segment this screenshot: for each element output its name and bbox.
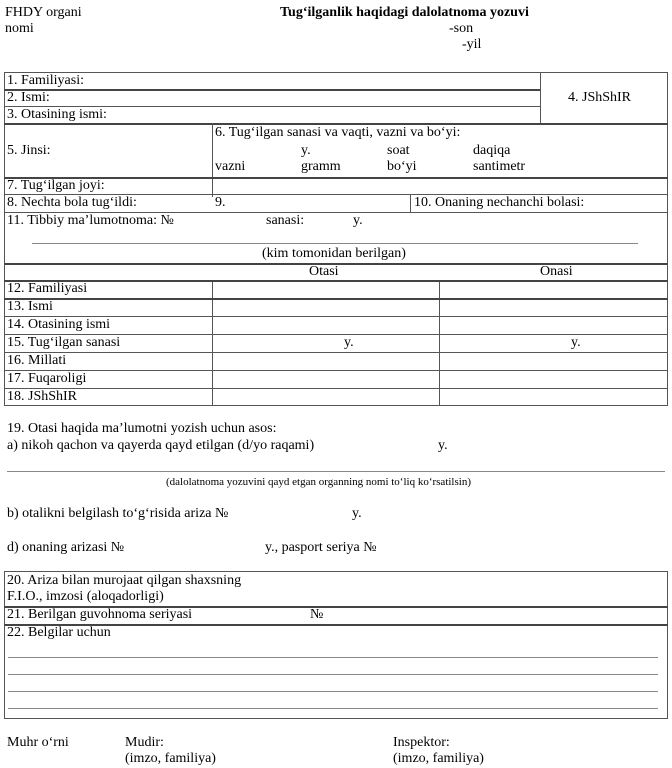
field-birthplace[interactable]: 7. Tug‘ilgan joyi: (7, 178, 105, 193)
father-nationality-cell[interactable] (213, 353, 439, 370)
table-row-label: 17. Fuqaroligi (7, 371, 87, 386)
registering-authority-line[interactable] (7, 471, 665, 472)
field-birth-datetime-label: 6. Tug‘ilgan sanasi va vaqti, vazni va bo‘yi: (215, 125, 461, 140)
registering-authority-caption: (dalolatnoma yozuvini qayd etgan organning nomi to‘liq ko‘rsatilsin) (166, 476, 471, 488)
notes-line[interactable] (8, 657, 658, 658)
field-pinfl[interactable]: 4. JShShIR (568, 90, 632, 105)
mother-application-label[interactable]: d) onaning arizasi № (7, 540, 125, 555)
inspector-label: Inspektor: (393, 735, 450, 750)
mother-birthdate-cell[interactable]: y. (571, 335, 581, 350)
table-row-label: 14. Otasining ismi (7, 317, 111, 332)
certificate-number-label[interactable]: № (310, 607, 324, 622)
mother-surname-cell[interactable] (440, 281, 667, 298)
mother-citizenship-cell[interactable] (440, 371, 667, 388)
seal-place-label: Muhr o‘rni (7, 735, 69, 750)
field-patronymic[interactable]: 3. Otasining ismi: (7, 107, 107, 122)
height-label[interactable]: bo‘yi (387, 159, 417, 174)
paternity-basis-title: 19. Otasi haqida ma’lumotni yozish uchun asos: (7, 421, 277, 436)
table-row-label: 12. Familiyasi (7, 281, 88, 296)
field-medical-certificate[interactable]: 11. Tibbiy ma’lumotnoma: № (7, 213, 174, 228)
mother-name-cell[interactable] (440, 299, 667, 316)
table-row-label: 18. JShShIR (7, 389, 78, 404)
notes-line[interactable] (8, 691, 658, 692)
field-certificate-series[interactable]: 21. Berilgan guvohnoma seriyasi (7, 607, 193, 622)
medical-certificate-date-label[interactable]: sanasi: (266, 213, 305, 228)
birth-year-label[interactable]: y. (301, 143, 311, 158)
column-divider (540, 72, 541, 124)
table-row-label: 16. Millati (7, 353, 67, 368)
father-citizenship-cell[interactable] (213, 371, 439, 388)
field-number-of-children-born[interactable]: 8. Nechta bola tug‘ildi: (7, 195, 137, 210)
issued-by-line[interactable] (32, 243, 638, 244)
registry-office-label: FHDY organi (5, 5, 82, 20)
father-surname-cell[interactable] (213, 281, 439, 298)
column-divider (410, 194, 411, 212)
birth-minute-label[interactable]: daqiqa (473, 143, 511, 158)
field-applicant[interactable]: 20. Ariza bilan murojaat qilgan shaxsning (7, 573, 242, 588)
marriage-registration-label[interactable]: a) nikoh qachon va qayerda qayd etilgan (d/yo raqami) (7, 438, 315, 453)
father-birthdate-cell[interactable]: y. (344, 335, 354, 350)
notes-line[interactable] (8, 674, 658, 675)
right-border (667, 212, 668, 264)
record-number-suffix: -son (449, 21, 474, 36)
paternity-application-label[interactable]: b) otalikni belgilash to‘g‘risida ariza № (7, 506, 229, 521)
record-year-suffix: -yil (462, 37, 482, 52)
issued-by-caption: (kim tomonidan berilgan) (262, 246, 406, 261)
birth-hour-label[interactable]: soat (387, 143, 410, 158)
medical-certificate-year-label: y. (353, 213, 363, 228)
field-notes: 22. Belgilar uchun (7, 625, 111, 640)
father-patronymic-cell[interactable] (213, 317, 439, 334)
mother-pinfl-cell[interactable] (440, 389, 667, 406)
head-label: Mudir: (125, 735, 164, 750)
weight-unit-label: gramm (301, 159, 341, 174)
mother-nationality-cell[interactable] (440, 353, 667, 370)
column-header-mother: Onasi (540, 264, 573, 279)
column-divider (212, 123, 213, 197)
weight-label[interactable]: vazni (215, 159, 246, 174)
table-row-label: 13. Ismi (7, 299, 53, 314)
field-surname[interactable]: 1. Familiyasi: (7, 73, 84, 88)
row-divider (4, 89, 540, 91)
head-signature-caption[interactable]: (imzo, familiya) (125, 751, 216, 766)
field-birth-order[interactable]: 10. Onaning nechanchi bolasi: (414, 195, 585, 210)
mother-patronymic-cell[interactable] (440, 317, 667, 334)
left-border (4, 212, 5, 264)
inspector-signature-caption[interactable]: (imzo, familiya) (393, 751, 484, 766)
marriage-year-label: y. (438, 438, 448, 453)
height-unit-label: santimetr (473, 159, 526, 174)
notes-line[interactable] (8, 708, 658, 709)
field-applicant-signature[interactable]: F.I.O., imzosi (aloqadorligi) (7, 589, 164, 604)
paternity-application-year-label: y. (352, 506, 362, 521)
father-name-cell[interactable] (213, 299, 439, 316)
table-row-label: 15. Tug‘ilgan sanasi (7, 335, 121, 350)
field-9[interactable]: 9. (215, 195, 226, 210)
father-pinfl-cell[interactable] (213, 389, 439, 406)
field-sex[interactable]: 5. Jinsi: (7, 143, 51, 158)
field-first-name[interactable]: 2. Ismi: (7, 90, 50, 105)
column-header-father: Otasi (309, 264, 339, 279)
page-title: Tug‘ilganlik haqidagi dalolatnoma yozuvi (280, 5, 529, 20)
mother-passport-label[interactable]: y., pasport seriya № (265, 540, 377, 555)
registry-office-name-label: nomi (5, 21, 34, 36)
